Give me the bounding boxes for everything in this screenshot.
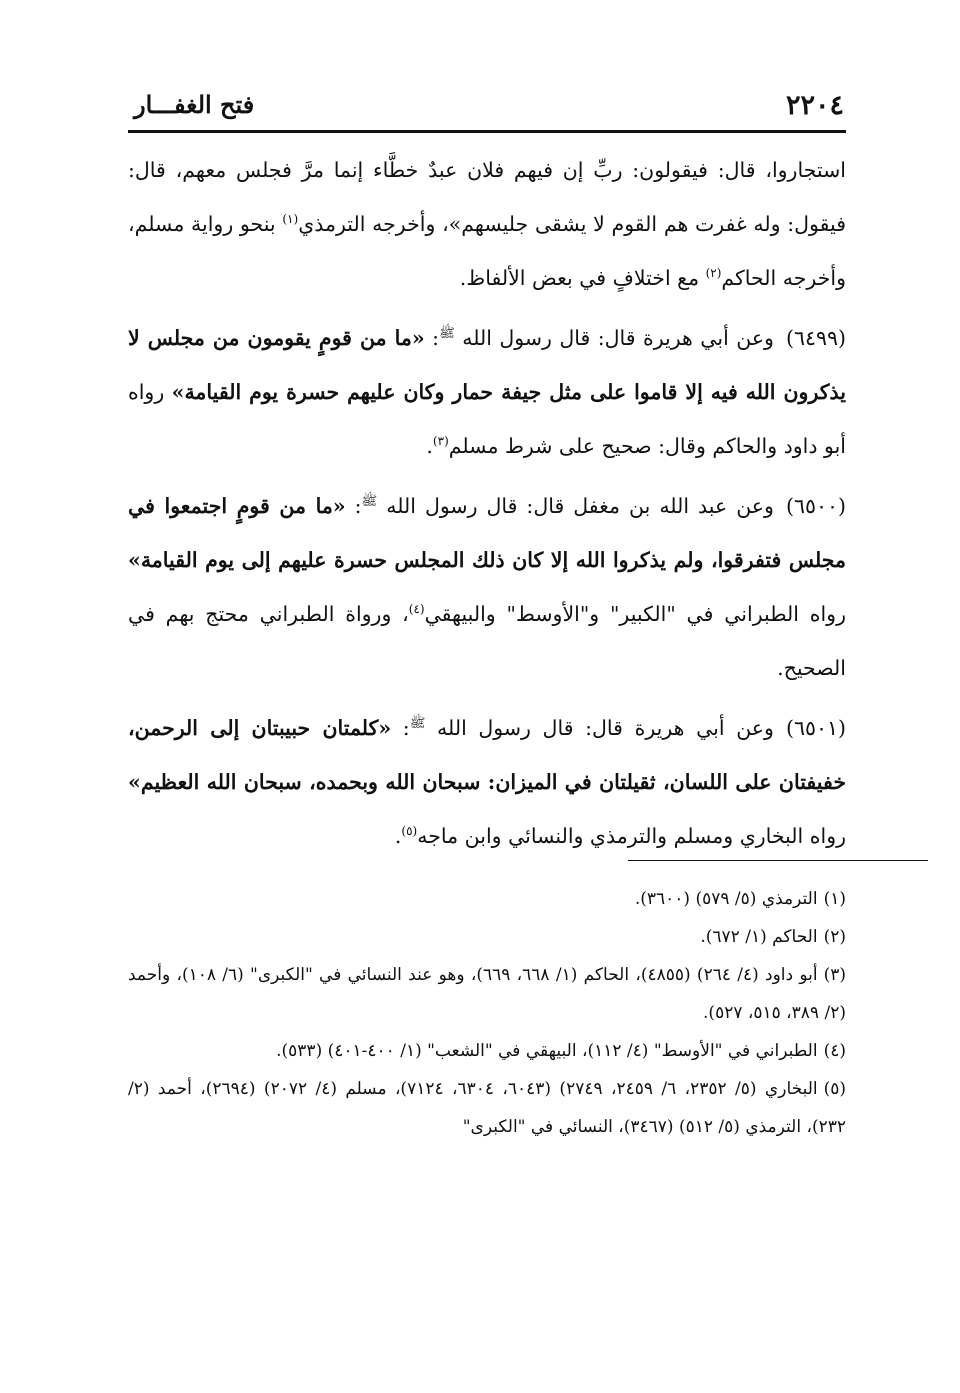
text-segment: استجاروا، قال: فيقولون: ربِّ إن فيهم فلان عبدٌ خطَّاء إنما مرَّ فجلس معهم، قال: فيقول: وله غفرت هم القوم لا يشقى جليسهم»، وأخرجه الترمذي xyxy=(128,158,846,236)
hadith-text: «كلمتان حبيبتان إلى الرحمن، خفيفتان على اللسان، ثقيلتان في الميزان: سبحان الله وبحمده، سبحان الله العظيم» xyxy=(128,716,846,794)
running-title: فتح الغفـــار xyxy=(134,90,255,119)
footnote xyxy=(128,918,846,956)
text-segment: رواه البخاري ومسلم والترمذي والنسائي وابن ماجه xyxy=(417,824,846,848)
text-segment: رواه أبو داود والحاكم وقال: صحيح على شرط مسلم xyxy=(128,380,846,458)
hadith-text: «ما من قومٍ اجتمعوا في مجلس فتفرقوا، ولم يذكروا الله إلا كان ذلك المجلس حسرة عليهم إلى يوم القيامة» xyxy=(128,494,846,572)
text-segment: : xyxy=(345,494,362,518)
footnotes-section xyxy=(128,880,846,1146)
hadith-number: (٦٤٩٩) xyxy=(785,326,846,350)
hadith-number: (٦٥٠١) xyxy=(785,716,846,740)
footnote xyxy=(128,1070,846,1146)
footnote-reference: (٢) xyxy=(705,266,722,281)
footnote-text: أبو داود (٤/ ٢٦٤) (٤٨٥٥)، الحاكم (١/ ٦٦٨، ٦٦٩)، وهو عند النسائي في "الكبرى" (٦/ ١٠٨)، وأحمد (٢/ ٣٨٩، ٥١٥، ٥٢٧). xyxy=(128,965,846,1023)
footnote-reference: (٤) xyxy=(408,602,425,617)
footnote-text: الترمذي (٥/ ٥٧٩) (٣٦٠٠). xyxy=(634,889,818,909)
running-header xyxy=(128,88,846,133)
text-segment: بنحو رواية مسلم، وأخرجه الحاكم xyxy=(128,212,846,290)
text-segment: : xyxy=(424,326,440,350)
honorific-glyph: ﷺ xyxy=(439,326,455,342)
footnote-number: (٤) xyxy=(823,1041,846,1061)
footnote-number: (٢) xyxy=(823,927,846,947)
footnote xyxy=(128,880,846,918)
text-segment: وعن أبي هريرة قال: قال رسول الله xyxy=(454,326,774,350)
text-segment: رواه الطبراني في "الكبير" و"الأوسط" والبيهقي xyxy=(424,602,846,626)
text-segment: : xyxy=(391,716,410,740)
hadith-paragraph xyxy=(128,311,846,473)
footnote-reference: (١) xyxy=(282,212,299,227)
continuation-paragraph xyxy=(128,143,846,305)
footnote-text: الطبراني في "الأوسط" (٤/ ١١٢)، البيهقي في "الشعب" (١/ ٤٠٠-٤٠١) (٥٣٣). xyxy=(276,1041,818,1061)
text-segment: ، ورواة الطبراني محتج بهم في الصحيح. xyxy=(128,602,846,680)
footnote-reference: (٣) xyxy=(432,434,449,449)
hadith-number: (٦٥٠٠) xyxy=(785,494,846,518)
footnote-text: البخاري (٥/ ٢٣٥٢، ٦/ ٢٤٥٩، ٢٧٤٩) (٦٠٤٣، ٦٣٠٤، ٧١٢٤)، مسلم (٤/ ٢٠٧٢) (٢٦٩٤)، أحمد (٢/ ٢٣٢)، الترمذي (٥/ ٥١٢) (٣٤٦٧)، النسائي في "الكبرى" xyxy=(128,1079,846,1137)
book-page xyxy=(128,88,846,869)
honorific-glyph: ﷺ xyxy=(361,494,378,510)
footnote-separator xyxy=(628,860,928,861)
text-segment: وعن عبد الله بن مغفل قال: قال رسول الله xyxy=(377,494,774,518)
footnote-number: (١) xyxy=(823,889,846,909)
page-number: ٢٢٠٤ xyxy=(785,90,844,121)
footnote-number: (٥) xyxy=(823,1079,847,1099)
footnote-text: الحاكم (١/ ٦٧٢). xyxy=(700,927,818,947)
hadith-text: «ما من قومٍ يقومون من مجلس لا يذكرون الله فيه إلا قاموا على مثل جيفة حمار وكان عليهم حسرة يوم القيامة» xyxy=(128,326,846,404)
footnote-number: (٣) xyxy=(823,965,847,985)
text-segment: . xyxy=(394,824,402,848)
footnote xyxy=(128,1032,846,1070)
footnote xyxy=(128,956,846,1032)
text-segment: مع اختلافٍ في بعض الألفاظ. xyxy=(459,266,706,290)
text-segment: وعن أبي هريرة قال: قال رسول الله xyxy=(425,716,774,740)
footnote-reference: (٥) xyxy=(401,824,418,839)
honorific-glyph: ﷺ xyxy=(409,716,426,732)
hadith-paragraph xyxy=(128,479,846,695)
hadith-paragraph xyxy=(128,701,846,863)
text-segment: . xyxy=(426,434,433,458)
main-text xyxy=(128,143,846,863)
